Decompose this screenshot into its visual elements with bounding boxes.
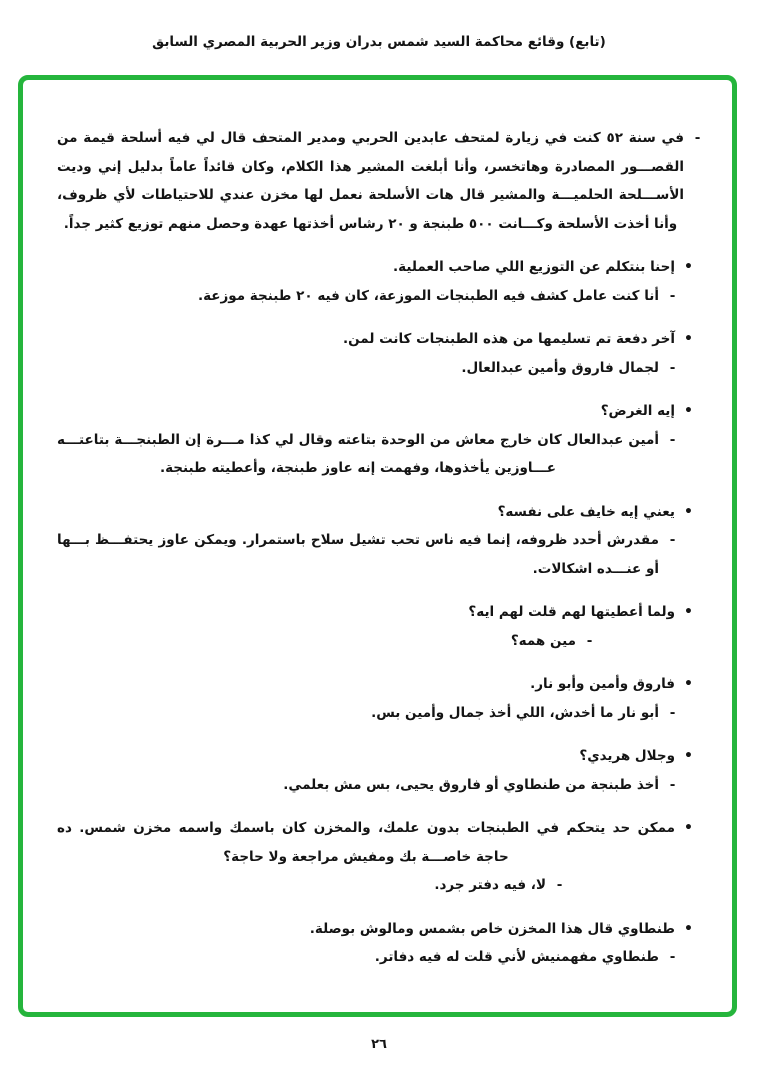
transcript-item-text: لجمال فاروق وأمين عبدالعال. <box>461 359 659 376</box>
question-item <box>57 598 708 627</box>
answer-item <box>57 354 708 383</box>
transcript-item-text: مين همه؟ <box>510 632 576 649</box>
bullet-marker-icon: • <box>684 604 693 620</box>
dash-marker-icon: - <box>669 949 676 965</box>
transcript-item-text: آخر دفعة تم تسليمها من هذه الطبنجات كانت لمن. <box>343 331 675 347</box>
dash-marker-icon: - <box>669 704 676 721</box>
answer-item <box>57 526 708 583</box>
transcript-item-text: في سنة ٥٢ كنت في زيارة لمتحف عابدين الحربي ومدير المتحف قال لي فيه أسلحة قيمة من القصـــور المصادرة وهاتخسر، وأنا أبلغت المشير هذا الكلام، وكان قائداً عاماً بدليل إني وديت الأســـلحة الحلميـــة والمشير قال هات الأسلحة نعمل لها مخزن عندي للاحتياطات لأي ظروف، وأنا أخذت الأسلحة وكـــانت ٥٠٠ طبنجة و ٢٠ رشاس أخذتها عهدة وحصل منهم توزيع كثير جداً. <box>57 130 685 232</box>
question-item <box>57 915 708 944</box>
answer-item <box>57 426 708 483</box>
transcript-item-text: ممكن حد يتحكم في الطبنجات بدون علمك، والمخزن كان باسمك واسمه مخزن شمس. ده حاجة خاصـــة بك ومفيش مراجعة ولا حاجة؟ <box>57 820 675 865</box>
answer-item <box>57 124 708 238</box>
transcript-item-text: أنا كنت عامل كشف فيه الطبنجات الموزعة، كان فيه ٢٠ طبنجة موزعة. <box>197 287 659 304</box>
transcript-item-text: يعني إيه خايف على نفسه؟ <box>497 503 675 520</box>
dash-marker-icon: - <box>669 776 676 793</box>
question-item <box>57 253 708 282</box>
page-header-title: (تابع) وقائع محاكمة السيد شمس بدران وزير الحربية المصري السابق <box>152 34 606 50</box>
transcript-item-text: أبو نار ما أخدش، اللي أخذ جمال وأمين بس. <box>371 704 659 721</box>
bullet-marker-icon: • <box>684 403 693 419</box>
dash-marker-icon: - <box>669 532 676 548</box>
transcript-list <box>23 80 732 972</box>
question-item <box>57 670 708 699</box>
bullet-marker-icon: • <box>684 820 693 836</box>
page-number: ٢٦ <box>371 1037 387 1052</box>
bullet-marker-icon: • <box>684 259 693 275</box>
dash-marker-icon: - <box>586 632 593 649</box>
answer-item <box>57 627 708 656</box>
bullet-marker-icon: • <box>684 503 693 520</box>
question-item <box>57 498 708 527</box>
bullet-marker-icon: • <box>684 920 693 937</box>
transcript-item-text: أمين عبدالعال كان خارج معاش من الوحدة بتاعته وقال لي كذا مـــرة إن الطبنجـــة بتاعتـــه عـــاوزين يأخذوها، وفهمت إنه عاوز طبنجة، وأعطيته طبنجة. <box>57 431 659 476</box>
dash-marker-icon: - <box>669 359 676 376</box>
transcript-item-text: فاروق وأمين وأبو نار. <box>530 676 675 692</box>
dash-marker-icon: - <box>556 877 563 893</box>
transcript-item-text: طنطاوي مفهمنيش لأني قلت له فيه دفاتر. <box>374 949 659 965</box>
answer-item <box>57 699 708 728</box>
transcript-item-text: ولما أعطيتها لهم قلت لهم ايه؟ <box>468 604 675 620</box>
bullet-marker-icon: • <box>684 676 693 692</box>
bullet-marker-icon: • <box>684 748 693 764</box>
dash-marker-icon: - <box>669 431 676 448</box>
question-item <box>57 814 708 871</box>
transcript-item-text: مقدرش أحدد ظروفه، إنما فيه ناس تحب تشيل سلاح باستمرار. ويمكن عاوز يحتفـــظ بـــها أو عنـــده اشكالات. <box>57 532 659 577</box>
answer-item <box>57 282 708 311</box>
transcript-item-text: إيه الغرض؟ <box>600 403 675 419</box>
transcript-item-text: وجلال هريدي؟ <box>579 748 675 764</box>
transcript-item-text: أخذ طبنجة من طنطاوي أو فاروق يحيى، بس مش بعلمي. <box>283 776 659 793</box>
transcript-item-text: لا، فيه دفتر جرد. <box>434 877 546 893</box>
transcript-item-text: طنطاوي قال هذا المخزن خاص بشمس ومالوش بوصلة. <box>309 920 675 937</box>
dash-marker-icon: - <box>669 287 676 304</box>
answer-item <box>57 943 708 972</box>
question-item <box>57 397 708 426</box>
dash-marker-icon: - <box>694 130 701 146</box>
page-border-frame <box>18 75 737 1017</box>
transcript-item-text: إحنا بنتكلم عن التوزيع اللي صاحب العملية. <box>393 259 675 275</box>
question-item <box>57 742 708 771</box>
bullet-marker-icon: • <box>684 331 693 347</box>
answer-item <box>57 771 708 800</box>
question-item <box>57 325 708 354</box>
answer-item <box>57 871 708 900</box>
